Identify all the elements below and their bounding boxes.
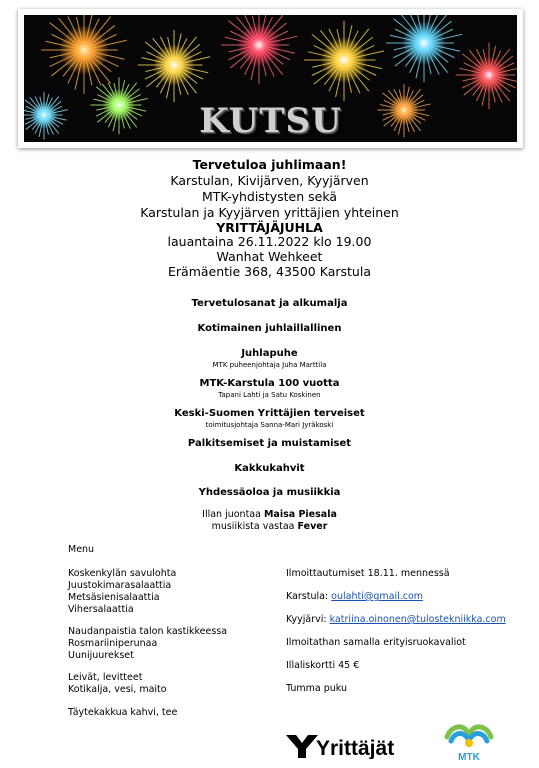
program-item: Palkitsemiset ja muistamiset bbox=[187, 438, 352, 449]
karstula-email-link[interactable]: oulahti@gmail.com bbox=[331, 591, 424, 602]
menu-group bbox=[68, 626, 227, 662]
banner-title: KUTSU bbox=[199, 101, 342, 141]
ticket-price: Illaliskortti 45 € bbox=[286, 660, 360, 671]
menu-group bbox=[68, 707, 177, 719]
program-item: Kotimainen juhlaillallinen bbox=[197, 323, 342, 334]
diet-note: Ilmoitathan samalla erityisruokavaliot bbox=[286, 637, 466, 648]
organizers-line-3: Karstulan ja Kyyjärven yrittäjien yhteinen bbox=[140, 205, 399, 220]
menu-item: Vihersalaattia bbox=[68, 604, 134, 615]
menu-group bbox=[68, 672, 167, 696]
menu-title: Menu bbox=[68, 544, 95, 555]
karstula-contact: Karstula: oulahti@gmail.com bbox=[286, 591, 424, 602]
kyyjarvi-email-link[interactable]: katriina.oinonen@tulostekniikka.com bbox=[329, 614, 506, 625]
welcome-heading: Tervetuloa juhlimaan! bbox=[192, 157, 347, 172]
menu-item: Koskenkylän savulohta bbox=[68, 568, 177, 579]
program-item: Juhlapuhe MTK puheenjohtaja Juha Marttila bbox=[212, 348, 327, 369]
organizers-line-1: Karstulan, Kivijärven, Kyyjärven bbox=[170, 173, 369, 188]
host-info: Illan juontaa Maisa Piesala musiikista vastaa Fever bbox=[202, 509, 337, 532]
menu-item: Naudanpaistia talon kastikkeessa bbox=[68, 626, 228, 637]
yrittajat-logo bbox=[286, 733, 404, 763]
banner-frame bbox=[18, 9, 523, 148]
fireworks-banner bbox=[24, 15, 517, 142]
kyyjarvi-contact: Kyyjärvi: katriina.oinonen@tulostekniikka.com bbox=[286, 614, 506, 625]
svg-text:Yrittäjät: Yrittäjät bbox=[316, 737, 395, 759]
event-name: YRITTÄJÄJUHLA bbox=[216, 220, 323, 235]
svg-text:MTK: MTK bbox=[458, 752, 480, 763]
menu-item: Täytekakkua kahvi, tee bbox=[68, 707, 178, 718]
event-date: lauantaina 26.11.2022 klo 19.00 bbox=[167, 234, 372, 249]
dress-code: Tumma puku bbox=[286, 683, 348, 694]
event-address: Erämäentie 368, 43500 Karstula bbox=[168, 264, 371, 279]
program-item: MTK-Karstula 100 vuotta Tapani Lahti ja Satu Koskinen bbox=[199, 378, 340, 399]
program-item: Kakkukahvit bbox=[234, 463, 305, 474]
program-item: Yhdessäoloa ja musiikkia bbox=[198, 487, 341, 498]
program-item: Keski-Suomen Yrittäjien terveiset toimitusjohtaja Sanna-Mari Jyräkoski bbox=[174, 408, 365, 429]
mtk-logo bbox=[443, 721, 495, 767]
organizers-line-2: MTK-yhdistysten sekä bbox=[201, 189, 338, 204]
menu-item: Metsäsienisalaattia bbox=[68, 592, 160, 603]
registration-deadline: Ilmoittautumiset 18.11. mennessä bbox=[286, 568, 450, 579]
event-venue: Wanhat Wehkeet bbox=[216, 249, 323, 264]
menu-item: Juustokimarasalaattia bbox=[68, 580, 172, 591]
program-item: Tervetulosanat ja alkumalja bbox=[191, 298, 348, 309]
menu-item: Uunijuurekset bbox=[68, 650, 134, 661]
menu-item: Leivät, levitteet bbox=[68, 672, 143, 683]
menu-group bbox=[68, 568, 176, 616]
menu-item: Kotikalja, vesi, maito bbox=[68, 684, 167, 695]
menu-item: Rosmariiniperunaa bbox=[68, 638, 158, 649]
